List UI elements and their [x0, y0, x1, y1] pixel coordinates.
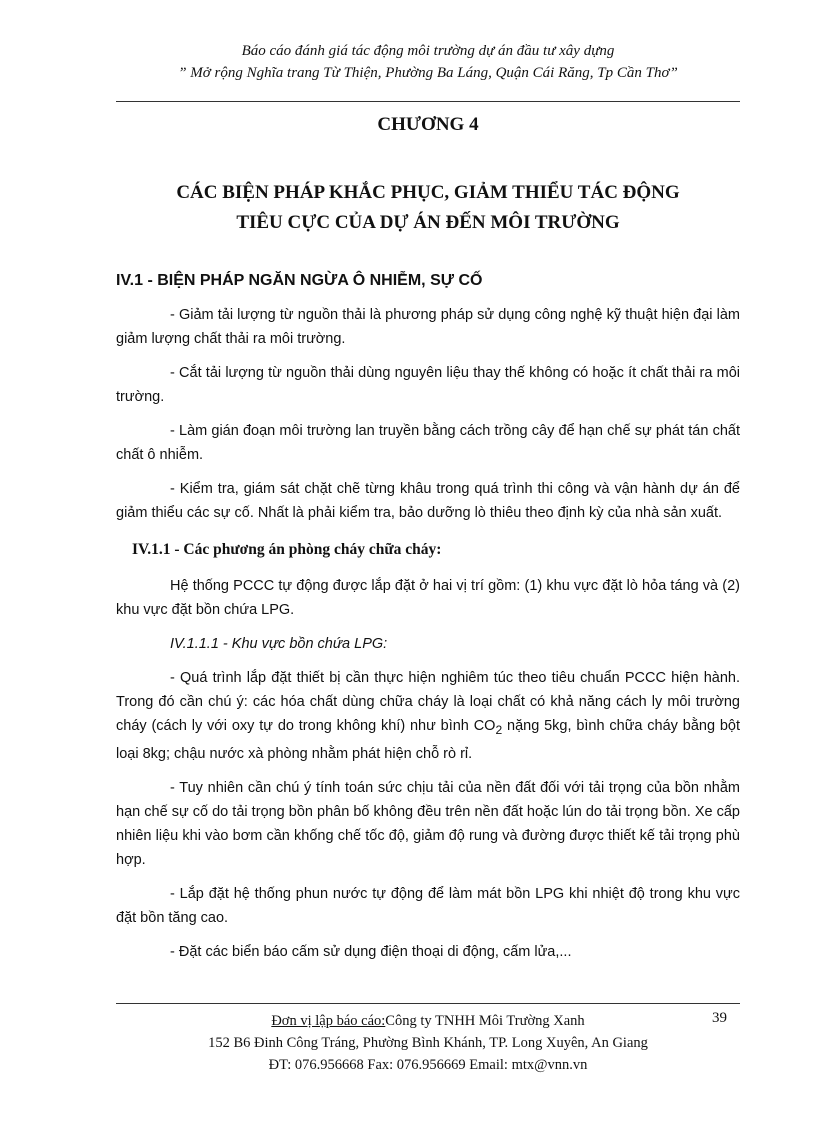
- paragraph-text: nặng 5kg, bình chữa cháy bằng bột loại 8kg; chậu nước xà phòng nhằm phát hiện chỗ rò rỉ.: [116, 718, 741, 762]
- document-footer: [116, 1010, 740, 1076]
- paragraph: - Tuy nhiên cần chú ý tính toán sức chịu tải của nền đất đối với tải trọng của bồn nhằm hạn chế sự cố do tải trọng bồn phân bố không đều trên nền đất hoặc lún do tải trọng bồn. Xe cấp nhiên liệu khi vào bơm cần khống chế tốc độ, giảm độ rung và đường được thiết kế tải trọng phù hợp.: [116, 779, 740, 868]
- document-header: [116, 40, 740, 84]
- subsection-body: [116, 574, 740, 974]
- footer-company: Công ty TNHH Môi Trường Xanh: [385, 1013, 585, 1029]
- footer-label: Đơn vị lập báo cáo:: [271, 1013, 386, 1029]
- paragraph: - Đặt các biển báo cấm sử dụng điện thoại di động, cấm lửa,...: [170, 943, 572, 960]
- paragraph-text: - Quá trình lắp đặt thiết bị cần thực hiện nghiêm túc theo tiêu chuẩn PCCC hiện hành. Trong đó cần chú ý: các hóa chất dùng chữa cháy là loại chất có khả năng cách ly môi trường cháy (cách ly với oxy tự do trong không khí) như bình CO: [116, 670, 740, 734]
- chapter-title-line1: CÁC BIỆN PHÁP KHẮC PHỤC, GIẢM THIỂU TÁC ĐỘNG: [176, 182, 680, 203]
- subsection-heading: IV.1.1 - Các phương án phòng cháy chữa cháy:: [132, 541, 442, 558]
- chapter-title: [116, 178, 740, 238]
- footer-divider: [116, 1003, 740, 1004]
- subsubsection-heading: IV.1.1.1 - Khu vực bồn chứa LPG:: [170, 636, 388, 652]
- paragraph: [116, 666, 740, 766]
- footer-contact: ĐT: 076.956668 Fax: 076.956669 Email: mtx@vnn.vn: [268, 1057, 588, 1073]
- paragraph: - Cắt tải lượng từ nguồn thải dùng nguyên liệu thay thế không có hoặc ít chất thải ra môi trường.: [116, 365, 740, 405]
- paragraph: - Giảm tải lượng từ nguồn thải là phương pháp sử dụng công nghệ kỹ thuật hiện đại làm giảm lượng chất thải ra môi trường.: [116, 307, 740, 347]
- header-report-title: Báo cáo đánh giá tác động môi trường dự án đầu tư xây dựng: [241, 43, 615, 59]
- paragraph: - Làm gián đoạn môi trường lan truyền bằng cách trồng cây để hạn chế sự phát tán chất chất ô nhiễm.: [116, 423, 740, 463]
- header-project-name: ” Mở rộng Nghĩa trang Từ Thiện, Phường Ba Láng, Quận Cái Răng, Tp Cần Thơ”: [178, 65, 678, 81]
- header-divider: [116, 101, 740, 102]
- chapter-title-line2: TIÊU CỰC CỦA DỰ ÁN ĐẾN MÔI TRƯỜNG: [236, 212, 620, 233]
- paragraph: - Kiểm tra, giám sát chặt chẽ từng khâu trong quá trình thi công và vận hành dự án để giảm thiểu các sự cố. Nhất là phải kiểm tra, bảo dưỡng lò thiêu theo định kỳ của nhà sản xuất.: [116, 481, 740, 521]
- section-body: [116, 303, 740, 535]
- page-number: 39: [712, 1010, 727, 1026]
- paragraph: Hệ thống PCCC tự động được lắp đặt ở hai vị trí gồm: (1) khu vực đặt lò hỏa táng và (2) khu vực đặt bồn chứa LPG.: [116, 578, 740, 618]
- chapter-number: CHƯƠNG 4: [377, 114, 479, 135]
- footer-address: 152 B6 Đinh Công Tráng, Phường Bình Khánh, TP. Long Xuyên, An Giang: [208, 1035, 648, 1051]
- paragraph: - Lắp đặt hệ thống phun nước tự động để làm mát bồn LPG khi nhiệt độ trong khu vực đặt bồn tăng cao.: [116, 885, 740, 926]
- footer-company-line: [116, 1010, 740, 1032]
- subscript: 2: [495, 722, 503, 737]
- section-heading: IV.1 - BIỆN PHÁP NGĂN NGỪA Ô NHIỄM, SỰ CỐ: [116, 272, 483, 289]
